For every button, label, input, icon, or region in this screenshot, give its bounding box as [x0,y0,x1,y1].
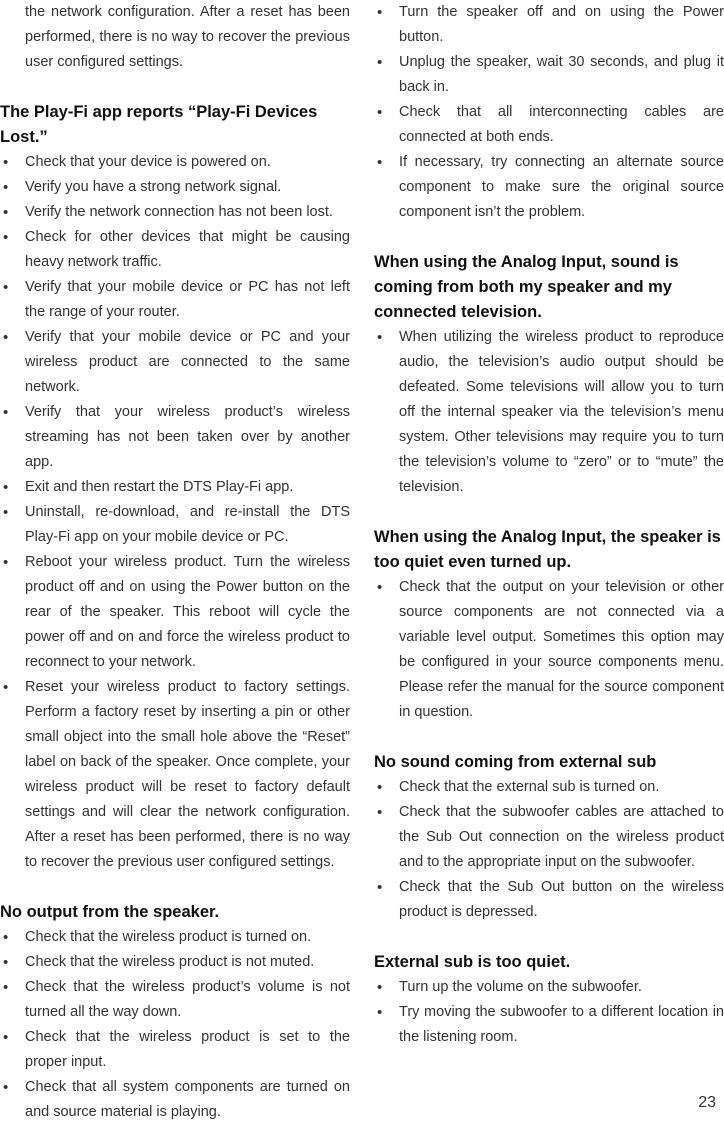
devices-lost-list [0,150,350,875]
list-item: • Check that the Sub Out button on the wireless product is depressed. [374,875,724,925]
list-item: • Verify you have a strong network signal. [0,175,350,200]
list-item: • Check that all interconnecting cables are connected at both ends. [374,100,724,150]
list-item: • Unplug the speaker, wait 30 seconds, and plug it back in. [374,50,724,100]
list-item: • Try moving the subwoofer to a different location in the listening room. [374,1000,724,1050]
analog-both-list [374,325,724,500]
left-column [0,0,350,1125]
list-item: • Check that the wireless product is set to the proper input. [0,1025,350,1075]
right-column [374,0,724,1050]
analog-quiet-list [374,575,724,725]
list-item: • Turn up the volume on the subwoofer. [374,975,724,1000]
heading-analog-both: When using the Analog Input, sound is coming from both my speaker and my connected television. [374,253,679,321]
list-item: • Verify that your mobile device or PC and your wireless product are connected to the same network. [0,325,350,400]
heading-devices-lost: The Play-Fi app reports “Play-Fi Devices Lost.” [0,103,318,146]
list-item: • When utilizing the wireless product to reproduce audio, the television’s audio output should be defeated. Some televisions will allow you to turn off the internal speaker via the television’s menu system. Other televisions may require you to turn the television’s volume to “zero” or to “mute” the television. [374,325,724,500]
list-item: • Check that the wireless product’s volume is not turned all the way down. [0,975,350,1025]
heading-sub-quiet: External sub is too quiet. [374,953,571,971]
no-output-list [0,925,350,1125]
list-item: • Uninstall, re-download, and re-install the DTS Play-Fi app on your mobile device or PC. [0,500,350,550]
list-item: • Verify the network connection has not been lost. [0,200,350,225]
list-item: • Check that the subwoofer cables are attached to the Sub Out connection on the wireless product and to the appropriate input on the subwoofer. [374,800,724,875]
list-item: • Turn the speaker off and on using the Power button. [374,0,724,50]
list-item: • Check for other devices that might be causing heavy network traffic. [0,225,350,275]
list-item: • Verify that your mobile device or PC has not left the range of your router. [0,275,350,325]
list-item: • Check that the wireless product is not muted. [0,950,350,975]
list-item: • Check that the external sub is turned on. [374,775,724,800]
continuation-paragraph: the network configuration. After a reset has been performed, there is no way to recover the previous user configured settings. [25,4,350,70]
list-item: • Check that the output on your television or other source components are not connected via a variable level output. Sometimes this option may be configured in your source components menu. Please refer the manual for the source component in question. [374,575,724,725]
page-number: 23 [698,1094,716,1111]
list-item: • Check that all system components are turned on and source material is playing. [0,1075,350,1125]
list-item: • Verify that your wireless product’s wireless streaming has not been taken over by another app. [0,400,350,475]
list-item: • Exit and then restart the DTS Play-Fi app. [0,475,350,500]
list-item: • If necessary, try connecting an alternate source component to make sure the original source component isn’t the problem. [374,150,724,225]
list-item: • Check that the wireless product is turned on. [0,925,350,950]
sub-quiet-list [374,975,724,1050]
list-item: • Check that your device is powered on. [0,150,350,175]
heading-analog-quiet: When using the Analog Input, the speaker is too quiet even turned up. [374,528,721,571]
no-sub-sound-list [374,775,724,925]
heading-no-output: No output from the speaker. [0,903,220,921]
list-item: • Reset your wireless product to factory settings. Perform a factory reset by inserting a pin or other small object into the small hole above the “Reset” label on back of the speaker. Once complete, your wireless product will be reset to factory default settings and will clear the network configuration. After a reset has been performed, there is no way to recover the previous user configured settings. [0,675,350,875]
heading-no-sub-sound: No sound coming from external sub [374,753,657,771]
list-item: • Reboot your wireless product. Turn the wireless product off and on using the Power button on the rear of the speaker. This reboot will cycle the power off and on and force the wireless product to reconnect to your network. [0,550,350,675]
continued-list [374,0,724,225]
